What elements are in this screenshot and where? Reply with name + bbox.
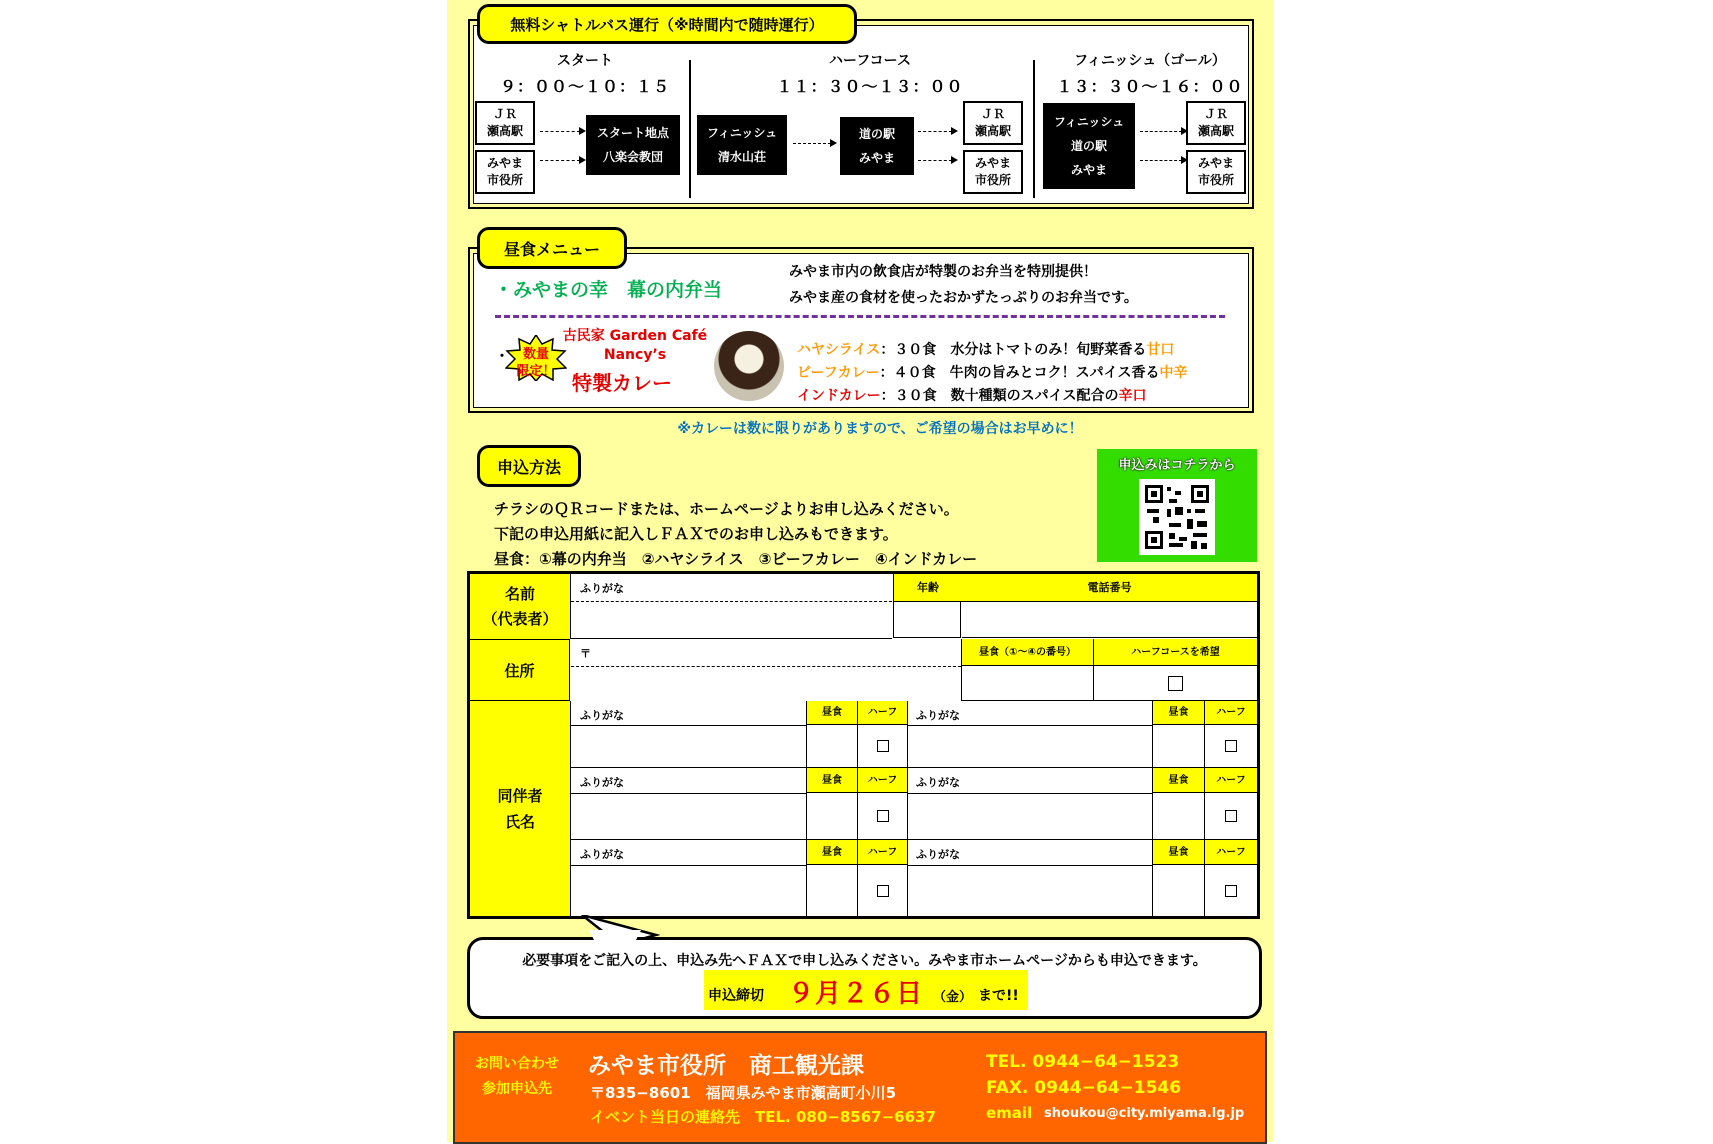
half-time: １１：３０〜１３：００ [776, 77, 964, 96]
start-origin-cityhall: みやま 市役所 [475, 150, 535, 194]
lunch-col-label: 昼食 [806, 701, 857, 725]
start-time: ９：００〜１０：１５ [499, 77, 670, 96]
qr-label: 申込みはコチラから [1118, 458, 1236, 473]
lunch-number-label: 昼食（①〜④の番号） [962, 639, 1094, 666]
finish-label: フィニッシュ（ゴール） [1074, 53, 1226, 69]
half-col-label: ハーフ [1204, 840, 1257, 865]
address-field[interactable] [571, 639, 962, 701]
companion-name-field[interactable] [571, 865, 806, 917]
companion-name-field[interactable] [907, 793, 1152, 839]
phone-field[interactable] [962, 602, 1257, 638]
col-divider [907, 840, 908, 865]
half-col-label: ハーフ [857, 701, 907, 725]
arrow [1140, 160, 1182, 161]
lunch-field[interactable] [1152, 865, 1204, 916]
lunch-title: 昼食メニュー [477, 227, 627, 269]
menu-item-indian: インドカレー：３０食 数十種類のスパイス配合の辛口 [797, 388, 1147, 404]
furigana-label: ふりがな [916, 776, 960, 789]
half-checkbox[interactable] [877, 885, 889, 897]
half-via: 道の駅 みやま [840, 117, 914, 175]
lunch-col-label: 昼食 [806, 840, 857, 865]
half-cell [1204, 725, 1257, 767]
companion-name-field[interactable] [571, 725, 806, 768]
companion-row [571, 840, 1257, 916]
half-checkbox[interactable] [1225, 740, 1237, 752]
contact-event: イベント当日の連絡先 TEL. 080−8567−6637 [590, 1108, 936, 1126]
half-dest-cityhall: みやま 市役所 [963, 150, 1023, 194]
name-field[interactable] [571, 602, 892, 639]
col-divider [907, 768, 908, 793]
bubble-text: 必要事項をご記入の上、申込み先へＦＡＸで申し込みください。みやま市ホームページからも申込できます。 [522, 953, 1207, 969]
badge-text-2: 限定！ [516, 364, 556, 379]
qr-panel [1097, 449, 1257, 562]
contact-label-1: お問い合わせ [475, 1056, 559, 1072]
lunch-col-label: 昼食 [1152, 840, 1204, 865]
lunch-field[interactable] [806, 865, 857, 916]
lunch-field[interactable] [1152, 793, 1204, 839]
finish-dest-cityhall: みやま 市役所 [1186, 150, 1246, 194]
furigana-label: ふりがな [580, 776, 624, 789]
companion-label: 同伴者 氏名 [470, 701, 571, 916]
lunch-col-label: 昼食 [1152, 768, 1204, 793]
divider [689, 60, 691, 198]
qr-code-icon [1139, 479, 1215, 555]
apply-title: 申込方法 [477, 445, 581, 487]
shuttle-title: 無料シャトルバス運行（※時間内で随時運行） [477, 4, 857, 44]
half-cell [1204, 865, 1257, 916]
deadline-label: 申込締切 [708, 988, 764, 1004]
half-checkbox[interactable] [877, 740, 889, 752]
half-wish-checkbox[interactable] [1168, 676, 1183, 691]
curry-note: ※カレーは数に限りがありますので、ご希望の場合はお早めに！ [677, 421, 1083, 437]
half-cell [857, 793, 907, 839]
lunch-field[interactable] [806, 793, 857, 839]
bento-desc-2: みやま産の食材を使ったおかずたっぷりのお弁当です。 [789, 290, 1138, 306]
companion-name-field[interactable] [907, 725, 1152, 767]
furigana-label: ふりがな [916, 848, 960, 861]
half-col-label: ハーフ [1204, 701, 1257, 725]
half-col-label: ハーフ [857, 840, 907, 865]
finish-from: フィニッシュ 道の駅 みやま [1043, 103, 1135, 189]
shop-name-1: 古民家 Garden Café [562, 328, 708, 344]
lunch-field[interactable] [806, 725, 857, 767]
half-checkbox[interactable] [1225, 885, 1237, 897]
postal-mark: 〒 [580, 647, 591, 660]
furigana-label: ふりがな [580, 709, 624, 722]
half-checkbox[interactable] [877, 810, 889, 822]
finish-dest-jr: ＪＲ 瀬高駅 [1186, 101, 1246, 145]
contact-fax: FAX. 0944−64−1546 [986, 1078, 1182, 1098]
apply-line-3: 昼食：①幕の内弁当 ②ハヤシライス ③ビーフカレー ④インドカレー [494, 550, 978, 568]
contact-email-label: email [986, 1104, 1033, 1122]
companion-name-field[interactable] [571, 793, 806, 840]
start-origin-jr: ＪＲ 瀬高駅 [475, 101, 535, 145]
half-dest-jr: ＪＲ 瀬高駅 [963, 101, 1023, 145]
bento-desc-1: みやま市内の飲食店が特製のお弁当を特別提供！ [789, 264, 1097, 280]
col-divider [907, 701, 908, 725]
divider [1033, 60, 1035, 198]
curry-title: 特製カレー [572, 371, 672, 395]
lunch-field[interactable] [1152, 725, 1204, 767]
half-cell [857, 725, 907, 767]
age-field[interactable] [893, 602, 961, 638]
arrow [1140, 131, 1182, 132]
deadline-tail: まで!! [978, 988, 1019, 1004]
half-cell [857, 865, 907, 916]
half-wish-cell [1094, 666, 1257, 701]
contact-label-2: 参加申込先 [482, 1081, 552, 1097]
bubble-tail-cover [585, 930, 645, 944]
apply-line-2: 下記の申込用紙に記入しＦＡＸでのお申し込みもできます。 [494, 525, 898, 543]
bento-name: ・みやまの幸 幕の内弁当 [494, 279, 723, 301]
phone-label: 電話番号 [962, 574, 1257, 602]
deadline-date: ９月２６日 [788, 979, 924, 1009]
dashed-separator [495, 315, 1225, 318]
bullet: ・ [495, 349, 509, 365]
menu-item-beef: ビーフカレー：４０食 牛肉の旨みとコク！スパイス香る中辛 [797, 365, 1188, 381]
contact-address: 〒835−8601 福岡県みやま市瀬高町小川5 [590, 1084, 897, 1102]
half-checkbox[interactable] [1225, 810, 1237, 822]
contact-email[interactable]: shoukou@city.miyama.lg.jp [1044, 1106, 1245, 1121]
arrow [793, 143, 831, 144]
half-col-label: ハーフ [1204, 768, 1257, 793]
start-destination: スタート地点 八楽会教団 [586, 115, 680, 175]
lunch-col-label: 昼食 [806, 768, 857, 793]
apply-line-1: チラシのＱＲコードまたは、ホームページよりお申し込みください。 [494, 500, 959, 518]
qr-code[interactable] [1139, 479, 1215, 555]
name-furigana-label: ふりがな [580, 582, 624, 595]
furigana-label: ふりがな [580, 848, 624, 861]
half-label: ハーフコース [829, 53, 911, 69]
finish-time: １３：３０〜１６：００ [1056, 77, 1244, 96]
arrow [918, 160, 952, 161]
arrow [918, 131, 952, 132]
name-furigana-field[interactable] [571, 574, 892, 602]
address-label: 住所 [470, 639, 570, 701]
half-from: フィニッシュ 清水山荘 [697, 115, 787, 175]
furigana-label: ふりがな [916, 709, 960, 722]
shop-name-2: Nancy’s [603, 347, 667, 363]
curry-photo [714, 331, 784, 401]
half-cell [1204, 793, 1257, 839]
deadline-day: （金） [933, 990, 973, 1005]
contact-tel: TEL. 0944−64−1523 [986, 1052, 1180, 1072]
lunch-col-label: 昼食 [1152, 701, 1204, 725]
arrow [540, 131, 580, 132]
age-label: 年齢 [893, 574, 963, 602]
companion-row [571, 768, 1257, 840]
contact-office: みやま市役所 商工観光課 [588, 1053, 864, 1079]
companion-name-field[interactable] [907, 865, 1152, 916]
badge-text-1: 数量 [522, 347, 549, 362]
half-wish-label: ハーフコースを希望 [1094, 639, 1257, 666]
name-label: 名前 （代表者） [470, 574, 571, 639]
half-col-label: ハーフ [857, 768, 907, 793]
arrow [540, 160, 580, 161]
start-label: スタート [557, 53, 613, 69]
lunch-number-field[interactable] [962, 666, 1094, 701]
menu-item-hayashi: ハヤシライス：３０食 水分はトマトのみ！旬野菜香る甘口 [797, 342, 1175, 358]
companion-row [571, 701, 1257, 768]
